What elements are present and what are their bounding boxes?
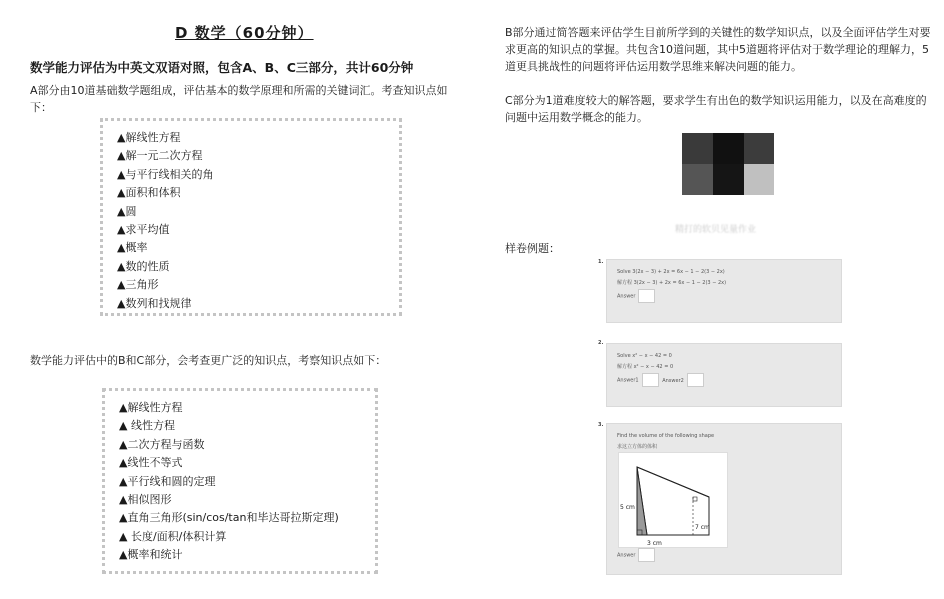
topic-item: ▲三角形: [117, 278, 159, 292]
sample-questions-label: 样卷例题：: [505, 242, 560, 255]
mosaic-tile: [744, 164, 774, 195]
dimension-label: 5 cm: [620, 504, 635, 511]
question-text-cn: 求这立方体的体积: [617, 444, 658, 450]
question-number: 3.: [598, 422, 604, 428]
question-number: 2.: [598, 340, 604, 346]
answer-box[interactable]: [638, 289, 655, 303]
answer-label: Answer1: [617, 377, 639, 384]
answer-row: [617, 289, 831, 303]
topic-item: ▲数的性质: [117, 259, 170, 273]
mosaic-tile: [682, 133, 713, 164]
dimension-label: 3 cm: [647, 540, 662, 547]
topic-item: ▲圆: [117, 204, 137, 218]
dimension-label: 7 cm: [695, 524, 710, 531]
question-text: Solve x² − x − 42 = 0: [617, 353, 672, 359]
prism-diagram: [618, 452, 728, 548]
section-heading: 数学能力评估为中英文双语对照，包含A、B、C三部分，共计60分钟: [30, 60, 414, 75]
triangular-prism-figure: [619, 453, 727, 547]
topic-item: ▲概率和统计: [119, 548, 183, 562]
question-text-cn: 解方程 3(2x − 3) + 2x = 6x − 1 − 2(3 − 2x): [617, 280, 727, 286]
sample-question-card: [606, 343, 842, 407]
mosaic-tile: [744, 133, 774, 164]
topic-item: ▲面积和体积: [117, 186, 181, 200]
topic-item: ▲解线性方程: [119, 401, 183, 414]
part-a-description: A部分由10道基础数学题组成，评估基本的数学原理和所需的关键词汇。考查知识点如下：: [30, 84, 448, 114]
answer-box[interactable]: [687, 373, 704, 387]
part-bc-description: 数学能力评估中的B和C部分，会考查更广泛的知识点，考察知识点如下：: [30, 354, 387, 367]
topic-item: ▲求平均值: [117, 223, 170, 237]
section-title: D 数学（60分钟）: [175, 24, 314, 42]
question-text: Find the volume of the following shape: [617, 433, 715, 439]
answer-label: Answer2: [662, 377, 684, 384]
answer-label: Answer: [617, 552, 636, 559]
topic-item: ▲线性不等式: [119, 456, 183, 470]
sample-question-card: [606, 259, 842, 323]
question-text-cn: 解方程 x² − x − 42 = 0: [617, 364, 674, 370]
question-text: Solve 3(2x − 3) + 2x = 6x − 1 − 2(3 − 2x): [617, 269, 725, 275]
topic-item: ▲解一元二次方程: [117, 149, 203, 163]
topic-item: ▲与平行线相关的角: [117, 167, 214, 181]
mosaic-image: [682, 133, 774, 195]
topic-item: ▲ 线性方程: [119, 419, 175, 433]
topic-item: ▲平行线和圆的定理: [119, 474, 216, 488]
part-c-description: C部分为1道难度较大的解答题，要求学生有出色的数学知识运用能力，以及在高难度的问题中运用数学概念的能力。: [505, 94, 927, 124]
part-bc-topic-list: [102, 388, 378, 574]
topic-item: ▲相似图形: [119, 493, 172, 507]
topic-item: ▲直角三角形(sin/cos/tan和毕达哥拉斯定理): [119, 511, 339, 525]
answer-row: [617, 373, 831, 387]
answer-box[interactable]: [638, 548, 655, 562]
answer-label: Answer: [617, 293, 636, 300]
image-caption: 精打的软贝见量作业: [675, 225, 757, 235]
mosaic-tile: [713, 133, 744, 164]
mosaic-tile: [682, 164, 713, 195]
question-number: 1.: [598, 259, 604, 265]
topic-item: ▲概率: [117, 241, 148, 255]
part-a-topic-list: [100, 118, 402, 316]
topic-item: ▲数列和找规律: [117, 296, 192, 310]
topic-item: ▲ 长度/面积/体积计算: [119, 529, 227, 543]
part-b-description: B部分通过简答题来评估学生目前所学到的关键性的数学知识点，以及全面评估学生对要求更高的知识点的掌握。共包含10道问题，其中5道题将评估对于数学理论的理解力，5道更具挑战性的问题将评估运用数学思维来解决问题的能力。: [505, 26, 931, 73]
topic-item: ▲解线性方程: [117, 131, 181, 144]
mosaic-tile: [713, 164, 744, 195]
answer-box[interactable]: [642, 373, 659, 387]
topic-item: ▲二次方程与函数: [119, 437, 205, 451]
sample-question-card: [606, 423, 842, 575]
answer-row: [617, 548, 655, 562]
